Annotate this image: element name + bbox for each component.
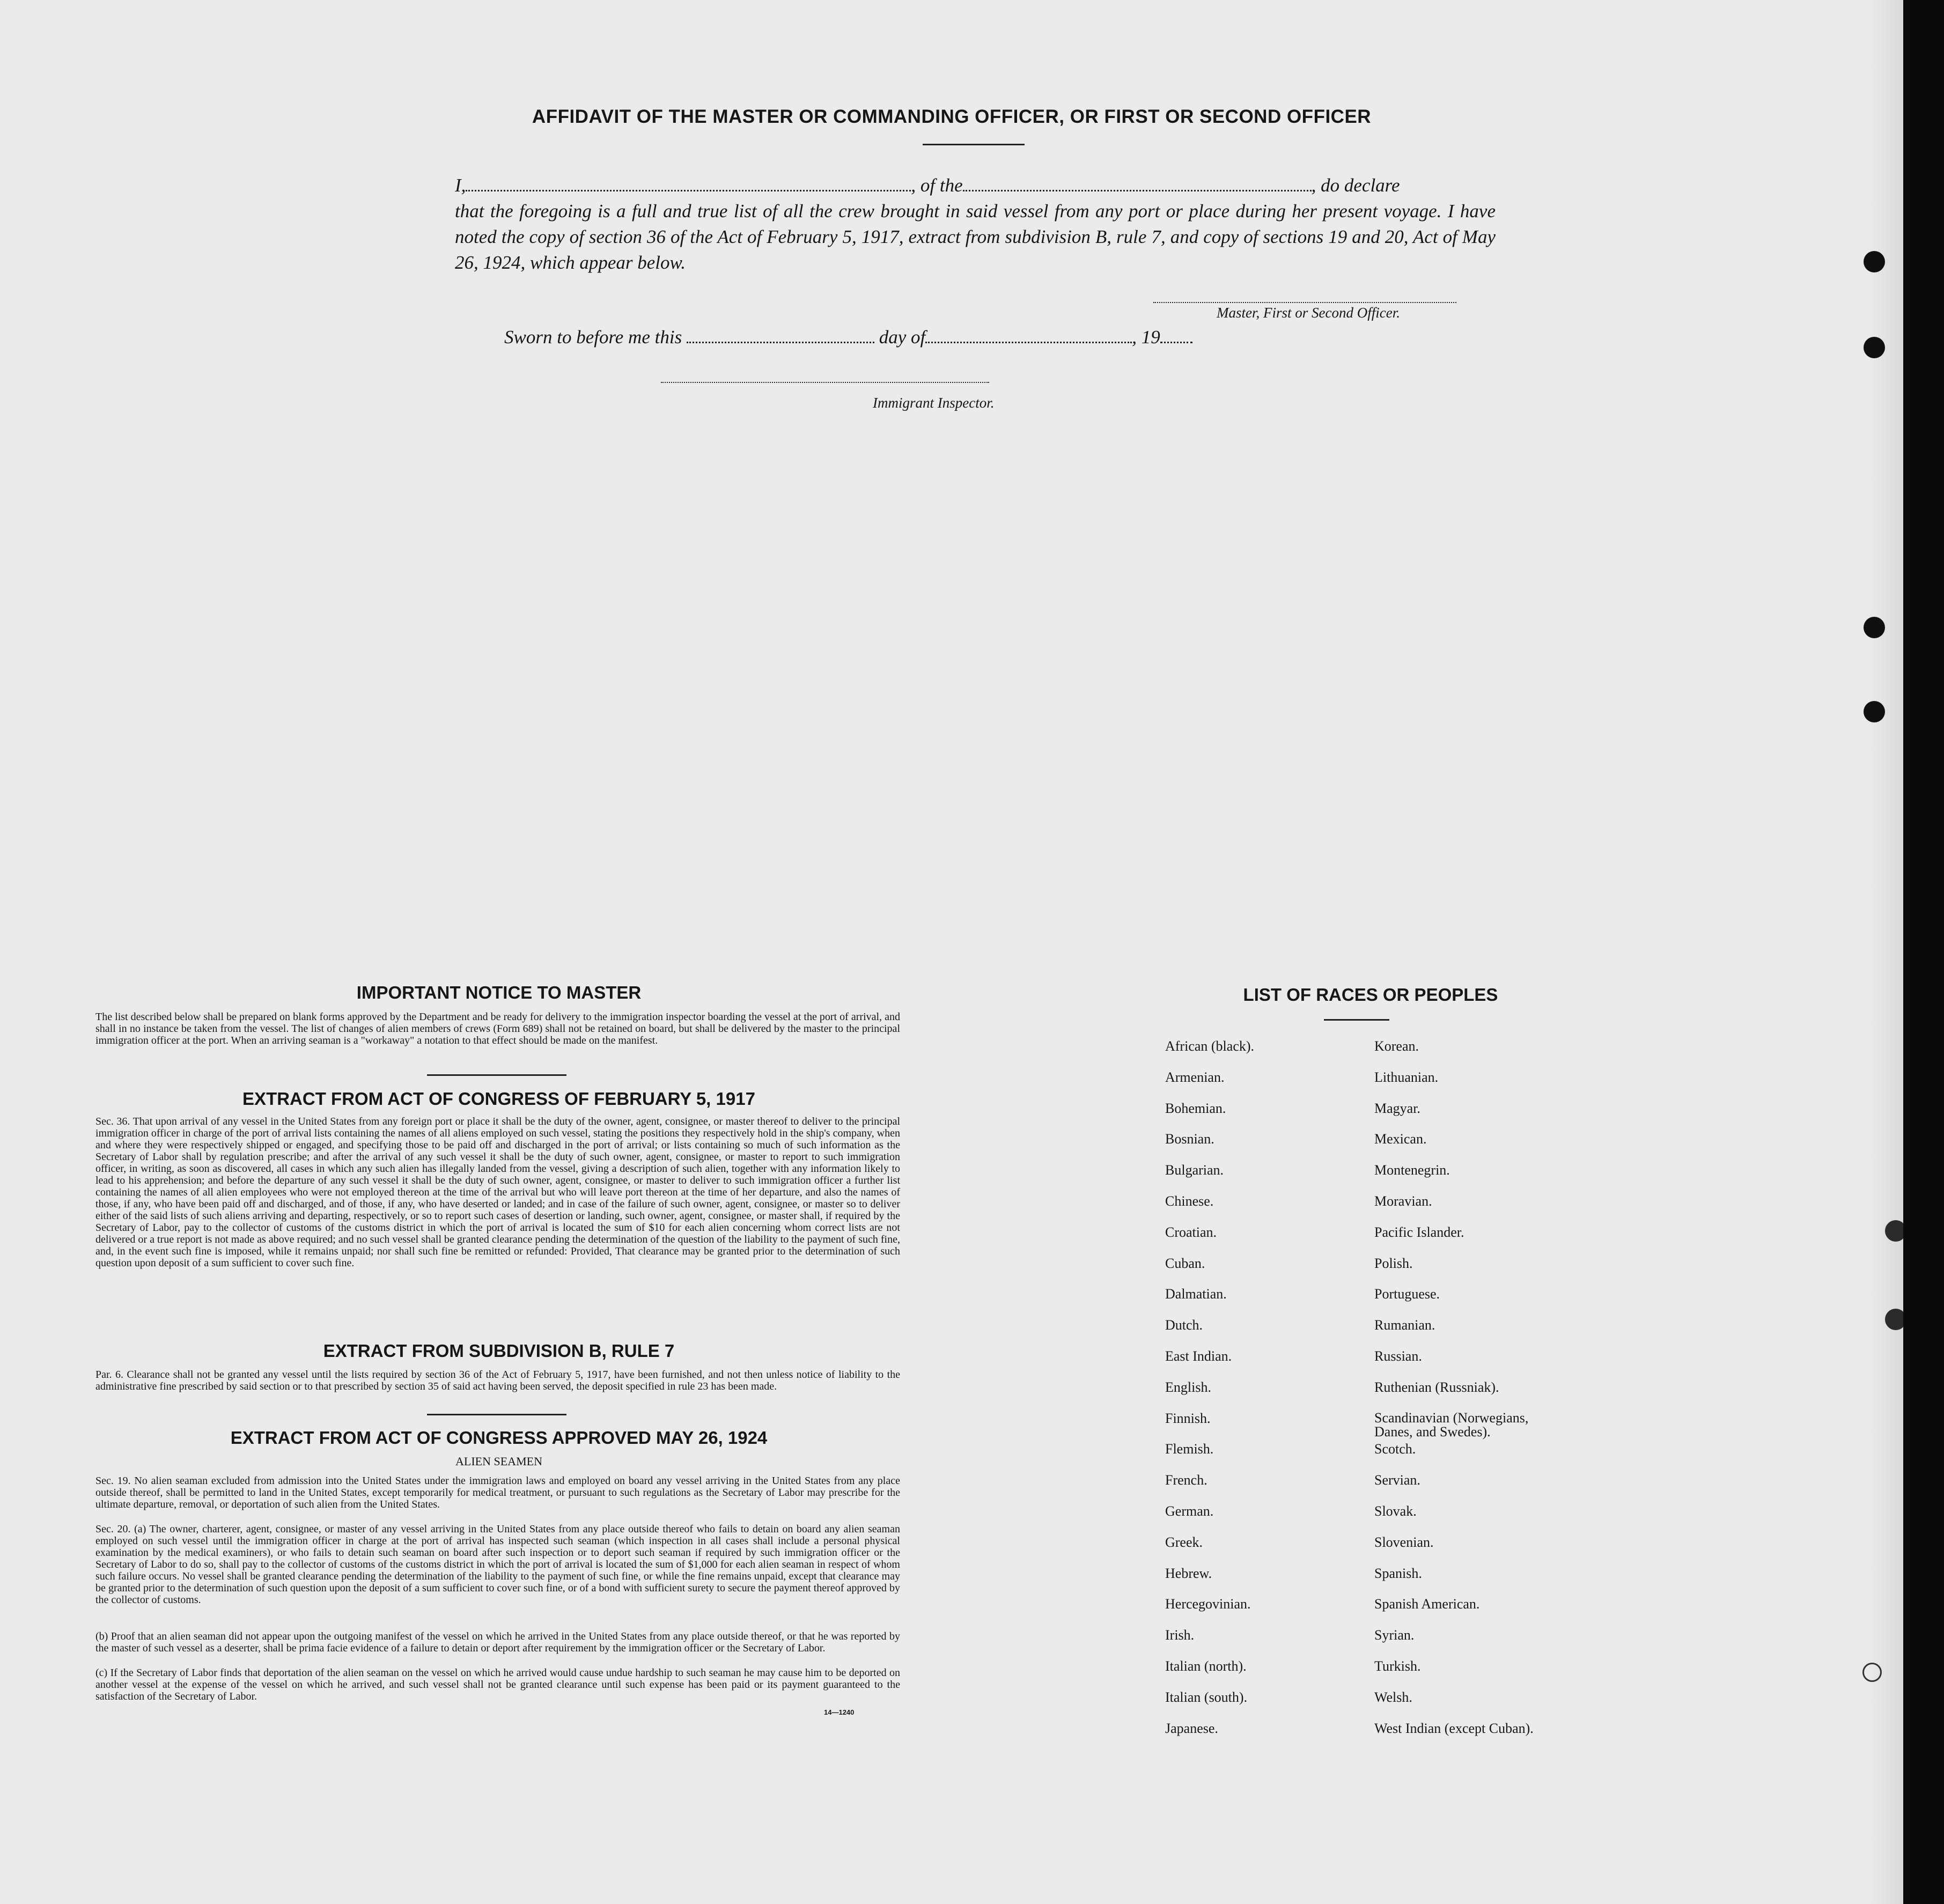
binder-hole-icon	[1862, 1663, 1882, 1682]
race-item: Spanish American.	[1374, 1596, 1480, 1612]
sec20c-text: (c) If the Secretary of Labor finds that deportation of the alien seaman on the vessel on which he arrived would cause undue hardship to such seaman he may cause him to be deported on another vessel at the expense of the vessel on which he arrived, and such vessel shall not be granted clearance until such expense has been paid or its payment guaranteed to the satisfaction of the Secretary of Labor.	[95, 1667, 900, 1702]
race-item: Bosnian.	[1165, 1131, 1214, 1147]
sworn-year-label: , 19	[1132, 327, 1160, 348]
alien-seamen-subtitle: ALIEN SEAMEN	[455, 1455, 542, 1468]
race-item: Scandinavian (Norwegians, Danes, and Swedes).	[1374, 1409, 1529, 1440]
binder-hole-icon	[1885, 1220, 1903, 1242]
race-item: Irish.	[1165, 1627, 1195, 1643]
section-divider	[427, 1074, 566, 1076]
race-item: Italian (north).	[1165, 1658, 1247, 1674]
notice-text: The list described below shall be prepared on blank forms approved by the Department and be ready for delivery to the immigration inspector boarding the vessel at the port of arrival, and shall in no instance be taken from the vessel. The list of changes of alien members of crews (Form 689) shall not be retained on board, but shall be delivered by the master to the principal immigration officer at the port. When an arriving seaman is a "workaway" a notation to that effect should be made on the manifest.	[95, 1011, 900, 1046]
race-item: African (black).	[1165, 1038, 1255, 1054]
race-item: Bulgarian.	[1165, 1162, 1224, 1178]
race-item: East Indian.	[1165, 1348, 1232, 1364]
race-item: Cuban.	[1165, 1255, 1205, 1271]
binder-hole-icon	[1885, 1309, 1903, 1330]
race-item: Servian.	[1374, 1472, 1420, 1488]
race-item: Finnish.	[1165, 1410, 1211, 1426]
race-item: Greek.	[1165, 1534, 1203, 1550]
race-item: Armenian.	[1165, 1069, 1225, 1085]
race-item: Scotch.	[1374, 1441, 1416, 1457]
sec19-text: Sec. 19. No alien seaman excluded from admission into the United States under the immigration laws and employed on board any vessel arriving in the United States from any place outside thereof, shall be permitted to land in the United States, except temporarily for medical treatment, or pursuant to such regulations as the Secretary of Labor may prescribe for the ultimate departure, removal, or deportation of such alien from the United States.	[95, 1475, 900, 1510]
race-item: Spanish.	[1374, 1565, 1422, 1581]
race-item: West Indian (except Cuban).	[1374, 1720, 1534, 1736]
affidavit-of-label: , of the	[911, 175, 963, 196]
notice-title: IMPORTANT NOTICE TO MASTER	[356, 983, 642, 1002]
binder-hole-icon	[1864, 617, 1885, 638]
race-item: Portuguese.	[1374, 1286, 1440, 1302]
extract-1917-title: EXTRACT FROM ACT OF CONGRESS OF FEBRUARY 5, 1917	[242, 1089, 755, 1109]
race-item: Korean.	[1374, 1038, 1419, 1054]
rule7-text: Par. 6. Clearance shall not be granted any vessel until the lists required by section 36 of the Act of February 5, 1917, have been furnished, and not then unless notice of liability to the administrative fine prescribed by said section or to that prescribed by section 35 of said act having been served, the deposit specified in rule 23 has been made.	[95, 1369, 900, 1392]
affidavit-declare-label: , do declare	[1311, 175, 1400, 196]
race-item: Italian (south).	[1165, 1689, 1248, 1705]
page-edge-shadow	[1866, 0, 1903, 1904]
race-item: Bohemian.	[1165, 1100, 1226, 1116]
race-item: English.	[1165, 1379, 1211, 1395]
race-item: Mexican.	[1374, 1131, 1427, 1147]
sec20b-text: (b) Proof that an alien seaman did not appear upon the outgoing manifest of the vessel on which he arrived in the United States from any place outside thereof, or that he was reported by the master of such vessel as a deserter, shall be prima facie evidence of a failure to detain or deport after requirement by the immigration officer or the Secretary of Labor.	[95, 1630, 900, 1654]
race-item: Croatian.	[1165, 1224, 1217, 1240]
race-item: Slovak.	[1374, 1503, 1417, 1519]
race-item: Slovenian.	[1374, 1534, 1434, 1550]
race-item: Polish.	[1374, 1255, 1413, 1271]
inspector-signature-line	[661, 382, 989, 383]
race-item: Syrian.	[1374, 1627, 1415, 1643]
inspector-signature-label: Immigrant Inspector.	[873, 395, 995, 411]
race-item: Magyar.	[1374, 1100, 1420, 1116]
race-item: Hercegovinian.	[1165, 1596, 1251, 1612]
binder-hole-icon	[1864, 701, 1885, 722]
race-item: Dalmatian.	[1165, 1286, 1227, 1302]
race-item: Hebrew.	[1165, 1565, 1212, 1581]
binder-hole-icon	[1864, 337, 1885, 358]
race-item: Pacific Islander.	[1374, 1224, 1464, 1240]
rule7-title: EXTRACT FROM SUBDIVISION B, RULE 7	[323, 1341, 675, 1361]
sworn-day-label: day of	[879, 327, 926, 348]
race-item: French.	[1165, 1472, 1207, 1488]
race-item: Lithuanian.	[1374, 1069, 1439, 1085]
race-item: Japanese.	[1165, 1720, 1218, 1736]
master-signature-label: Master, First or Second Officer.	[1217, 305, 1400, 321]
title-divider	[1324, 1019, 1389, 1021]
race-item: Rumanian.	[1374, 1317, 1435, 1333]
race-item: Chinese.	[1165, 1193, 1214, 1209]
race-item: Ruthenian (Russniak).	[1374, 1379, 1499, 1395]
section-divider	[427, 1414, 566, 1415]
sec20a-text: Sec. 20. (a) The owner, charterer, agent, consignee, or master of any vessel arriving in the United States from any place outside thereof who fails to detain on board any alien seaman employed on such vessel until the immigration officer in charge at the port of arrival has inspected such seaman (which inspection in all cases shall include a personal physical examination by the medical examiners), or who fails to detain such seaman on board after such inspection or to deport such seaman if required by such immigration officer or the Secretary of Labor to do so, shall pay to the collector of customs of the customs district in which the port of arrival is located the sum of $1,000 for each alien seaman in respect of whom such failure occurs. No vessel shall be granted clearance pending the determination of the liability to the payment of such fine, or while the fine remains unpaid, except that clearance may be granted prior to the determination of such question upon the deposit of a sum sufficient to cover such fine, or of a bond with sufficient surety to secure the payment thereof approved by the collector of customs.	[95, 1523, 900, 1606]
binder-hole-icon	[1864, 251, 1885, 272]
sworn-line	[504, 324, 1545, 350]
race-item: Dutch.	[1165, 1317, 1203, 1333]
title-divider	[923, 144, 1025, 145]
form-number: 14—1240	[824, 1708, 855, 1716]
race-item: Flemish.	[1165, 1441, 1214, 1457]
race-item: Montenegrin.	[1374, 1162, 1450, 1178]
extract-1924-title: EXTRACT FROM ACT OF CONGRESS APPROVED MAY 26, 1924	[230, 1428, 768, 1448]
race-item: German.	[1165, 1503, 1214, 1519]
extract-1917-text: Sec. 36. That upon arrival of any vessel in the United States from any foreign port or place it shall be the duty of the owner, agent, consignee, or master thereof to deliver to the principal immigration officer in charge of the port of arrival lists containing the names of all aliens employed on such vessel, stating the positions they respectively hold in the ship's company, when and where they were respectively shipped or engaged, and specifying those to be paid off and discharged in the port of arrival; or lists containing so much of such information as the Secretary of Labor shall by regulation prescribe; and after the arrival of any such vessel it shall be the duty of such owner, agent, consignee, or master to report to such immigration officer, in writing, as soon as discovered, all cases in which any such alien has illegally landed from the vessel, giving a description of such alien, together with any information likely to lead to his apprehension; and before the departure of any such vessel it shall be the duty of such owner, agent, consignee, or master to deliver to such immigration officer a further list containing the names of all alien employees who were not employed thereon at the time of the arrival but who will leave port thereon at the time of her departure, and also the names of those, if any, who have been paid off and discharged, and of those, if any, who have deserted or landed; and in case of the failure of such owner, agent, consignee, or master so to deliver either of the said lists of such aliens arriving and departing, respectively, or so to report such cases of desertion or landing, such owner, agent, consignee, or master shall, if required by the Secretary of Labor, pay to the collector of customs of the customs district in which the port of arrival is located the sum of $10 for each alien concerning whom correct lists are not delivered or a true report is not made as above required; and no such vessel shall be granted clearance pending the determination of the question of the liability to the payment of such fine, and, in the event such fine is imposed, while it remains unpaid; nor shall such fine be remitted or refunded: Provided, That clearance may be granted prior to the determination of such question upon deposit of a sum sufficient to cover such fine.	[95, 1116, 900, 1269]
race-item: Turkish.	[1374, 1658, 1421, 1674]
race-item: Welsh.	[1374, 1689, 1412, 1705]
race-item: Russian.	[1374, 1348, 1422, 1364]
affidavit-title: AFFIDAVIT OF THE MASTER OR COMMANDING OFFICER, OR FIRST OR SECOND OFFICER	[532, 106, 1372, 127]
races-title: LIST OF RACES OR PEOPLES	[1243, 985, 1498, 1005]
affidavit-declaration-line	[455, 173, 1496, 198]
master-signature-line	[1153, 302, 1456, 303]
sworn-prefix: Sworn to before me this	[504, 327, 682, 348]
race-item: Moravian.	[1374, 1193, 1432, 1209]
affidavit-body: that the foregoing is a full and true list of all the crew brought in said vessel from any port or place during her present voyage. I have noted the copy of section 36 of the Act of February 5, 1917, extract from subdivision B, rule 7, and copy of sections 19 and 20, Act of May 26, 1924, which appear below.	[455, 201, 1496, 273]
affidavit-i-label: I,	[455, 175, 466, 196]
